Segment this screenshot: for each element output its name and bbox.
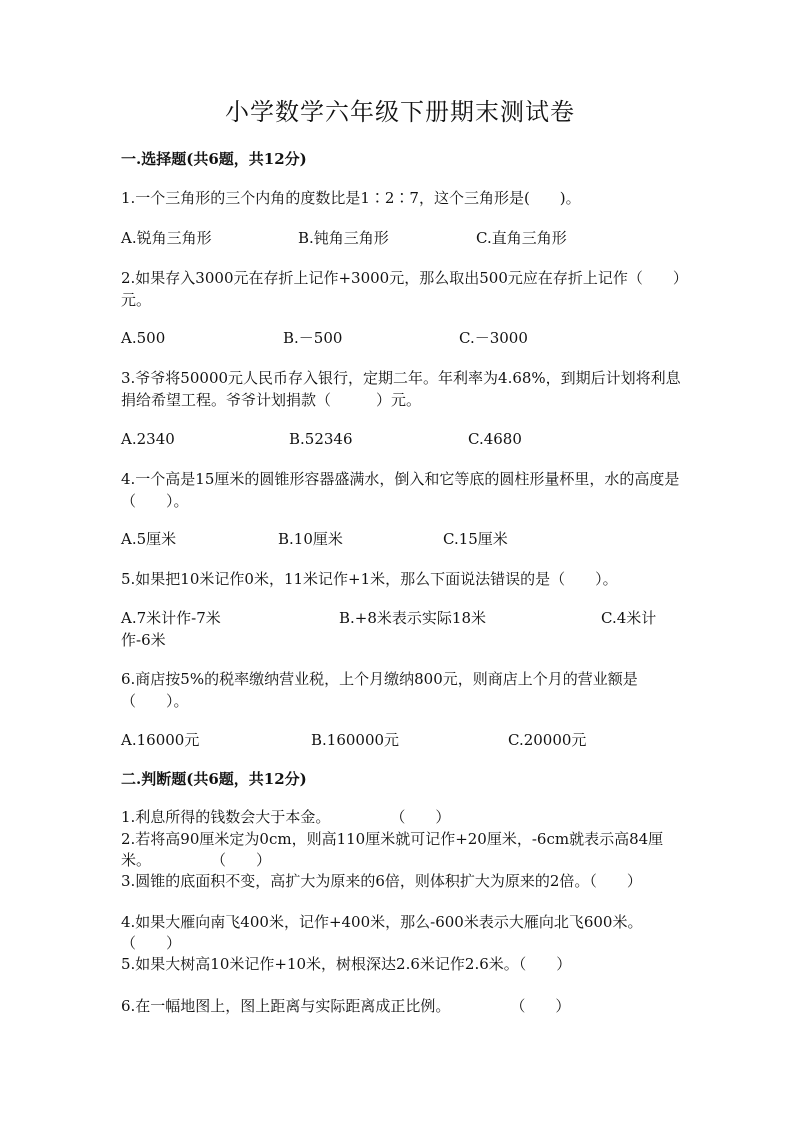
judgement-item-3: 3.圆锥的底面积不变，高扩大为原来的6倍，则体积扩大为原来的2倍。（ ） xyxy=(121,872,642,890)
judgement-item-5: 5.如果大树高10米记作+10米，树根深达2.6米记作2.6米。（ ） xyxy=(121,955,572,973)
choice-q5-option-b: B.+8米表示实际18米 xyxy=(339,609,486,627)
choice-question-5: 5.如果把10米记作0米，11米记作+1米，那么下面说法错误的是（ ）。 xyxy=(121,570,618,588)
choice-q6-option-b: B.160000元 xyxy=(311,731,400,749)
choice-q6-option-a: A.16000元 xyxy=(121,731,200,749)
choice-q3-option-b: B.52346 xyxy=(289,430,353,448)
choice-q3-option-c: C.4680 xyxy=(468,430,522,448)
choice-q5-option-c: C.4米计作-6米 xyxy=(121,609,657,649)
choice-q2-option-c: C.－3000 xyxy=(459,329,528,347)
choice-q1-option-a: A.锐角三角形 xyxy=(121,229,212,247)
judgement-item-2: 2.若将高90厘米定为0cm，则高110厘米就可记作+20厘米，-6cm就表示高84厘米。 （ ） xyxy=(121,830,664,869)
choice-q3-option-a: A.2340 xyxy=(121,430,175,448)
choice-q4-option-c: C.15厘米 xyxy=(443,530,508,548)
choice-question-2: 2.如果存入3000元在存折上记作+3000元，那么取出500元应在存折上记作（ ）元。 xyxy=(121,269,681,309)
choice-q2-option-a: A.500 xyxy=(121,329,166,347)
choice-question-3: 3.爷爷将50000元人民币存入银行，定期二年。年利率为4.68%，到期后计划将利息捐给希望工程。爷爷计划捐款（ ）元。 xyxy=(121,369,681,409)
choice-q4-option-b: B.10厘米 xyxy=(278,530,343,548)
section-heading-judgement: 二.判断题(共6题，共12分) xyxy=(121,770,307,788)
choice-question-6: 6.商店按5%的税率缴纳营业税，上个月缴纳800元，则商店上个月的营业额是（ ）。 xyxy=(121,670,638,710)
judgement-item-4: 4.如果大雁向南飞400米，记作+400米，那么-600米表示大雁向北飞600米。 （ ） xyxy=(121,913,710,952)
judgement-item-6: 6.在一幅地图上，图上距离与实际距离成正比例。 （ ） xyxy=(121,997,571,1015)
choice-q5-option-a: A.7米计作-7米 xyxy=(121,609,221,627)
choice-q1-option-c: C.直角三角形 xyxy=(476,229,567,247)
choice-q1-option-b: B.钝角三角形 xyxy=(298,229,389,247)
choice-q6-option-c: C.20000元 xyxy=(508,731,587,749)
choice-q2-option-b: B.－500 xyxy=(283,329,343,347)
judgement-item-1: 1.利息所得的钱数会大于本金。 （ ） xyxy=(121,808,451,826)
choice-q4-option-a: A.5厘米 xyxy=(121,530,177,548)
page-title: 小学数学六年级下册期末测试卷 xyxy=(225,98,575,126)
choice-question-1: 1.一个三角形的三个内角的度数比是1∶2∶7，这个三角形是( )。 xyxy=(121,189,581,207)
section-heading-choice: 一.选择题(共6题，共12分) xyxy=(121,150,307,168)
choice-question-4: 4.一个高是15厘米的圆锥形容器盛满水，倒入和它等底的圆柱形量杯里，水的高度是（ ）。 xyxy=(121,470,680,510)
